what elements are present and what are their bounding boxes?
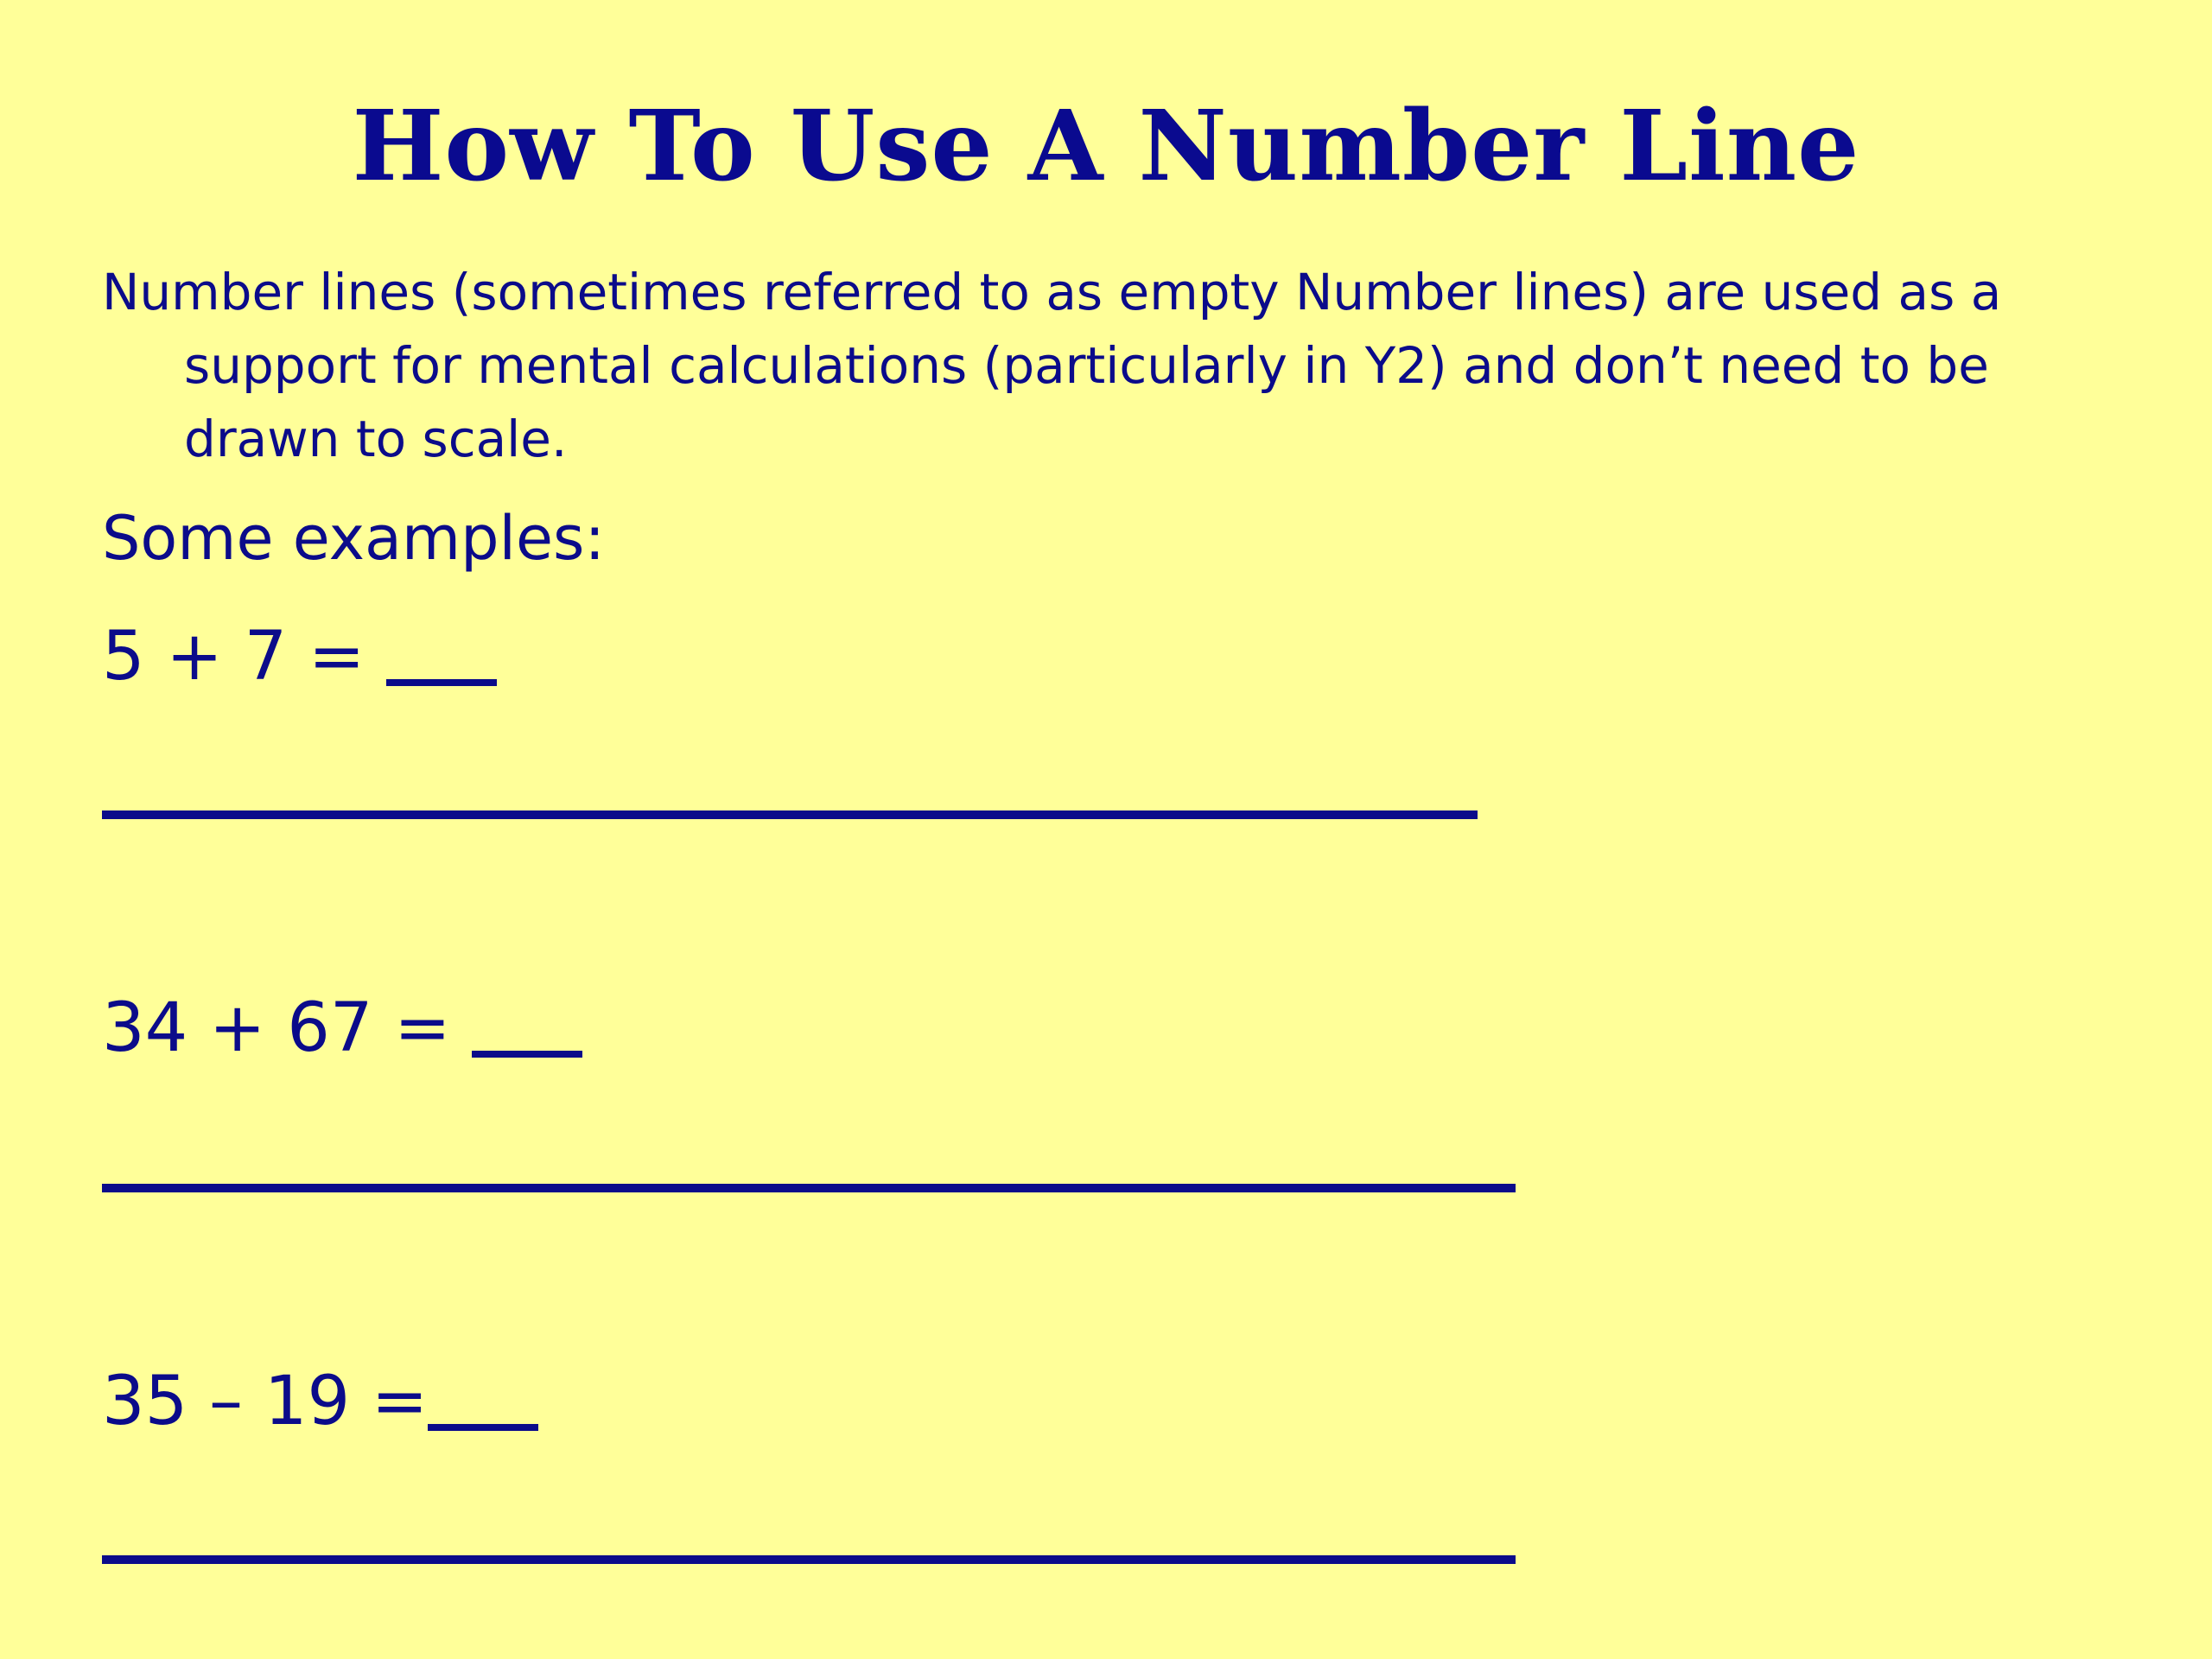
answer-blank xyxy=(386,678,497,686)
answer-blank xyxy=(428,1423,538,1431)
examples-heading: Some examples: xyxy=(102,503,606,574)
answer-blank xyxy=(472,1050,582,1058)
example-equation-3 xyxy=(102,1358,538,1445)
example-equation-2 xyxy=(102,985,582,1071)
empty-number-line xyxy=(102,1184,1516,1192)
intro-paragraph: Number lines (sometimes referred to as empty Number lines) are used as a support for mental calculations (particularly in Y2) and don’t need to be drawn to scale. xyxy=(102,263,2002,468)
empty-number-line xyxy=(102,1555,1516,1564)
example-equation-1 xyxy=(102,613,497,700)
empty-number-line xyxy=(102,810,1478,819)
page-title: How To Use A Number Line xyxy=(352,90,1860,203)
equation-text: 35 – 19 = xyxy=(102,1363,429,1440)
equation-text: 34 + 67 = xyxy=(102,989,473,1067)
equation-text: 5 + 7 = xyxy=(102,618,387,696)
